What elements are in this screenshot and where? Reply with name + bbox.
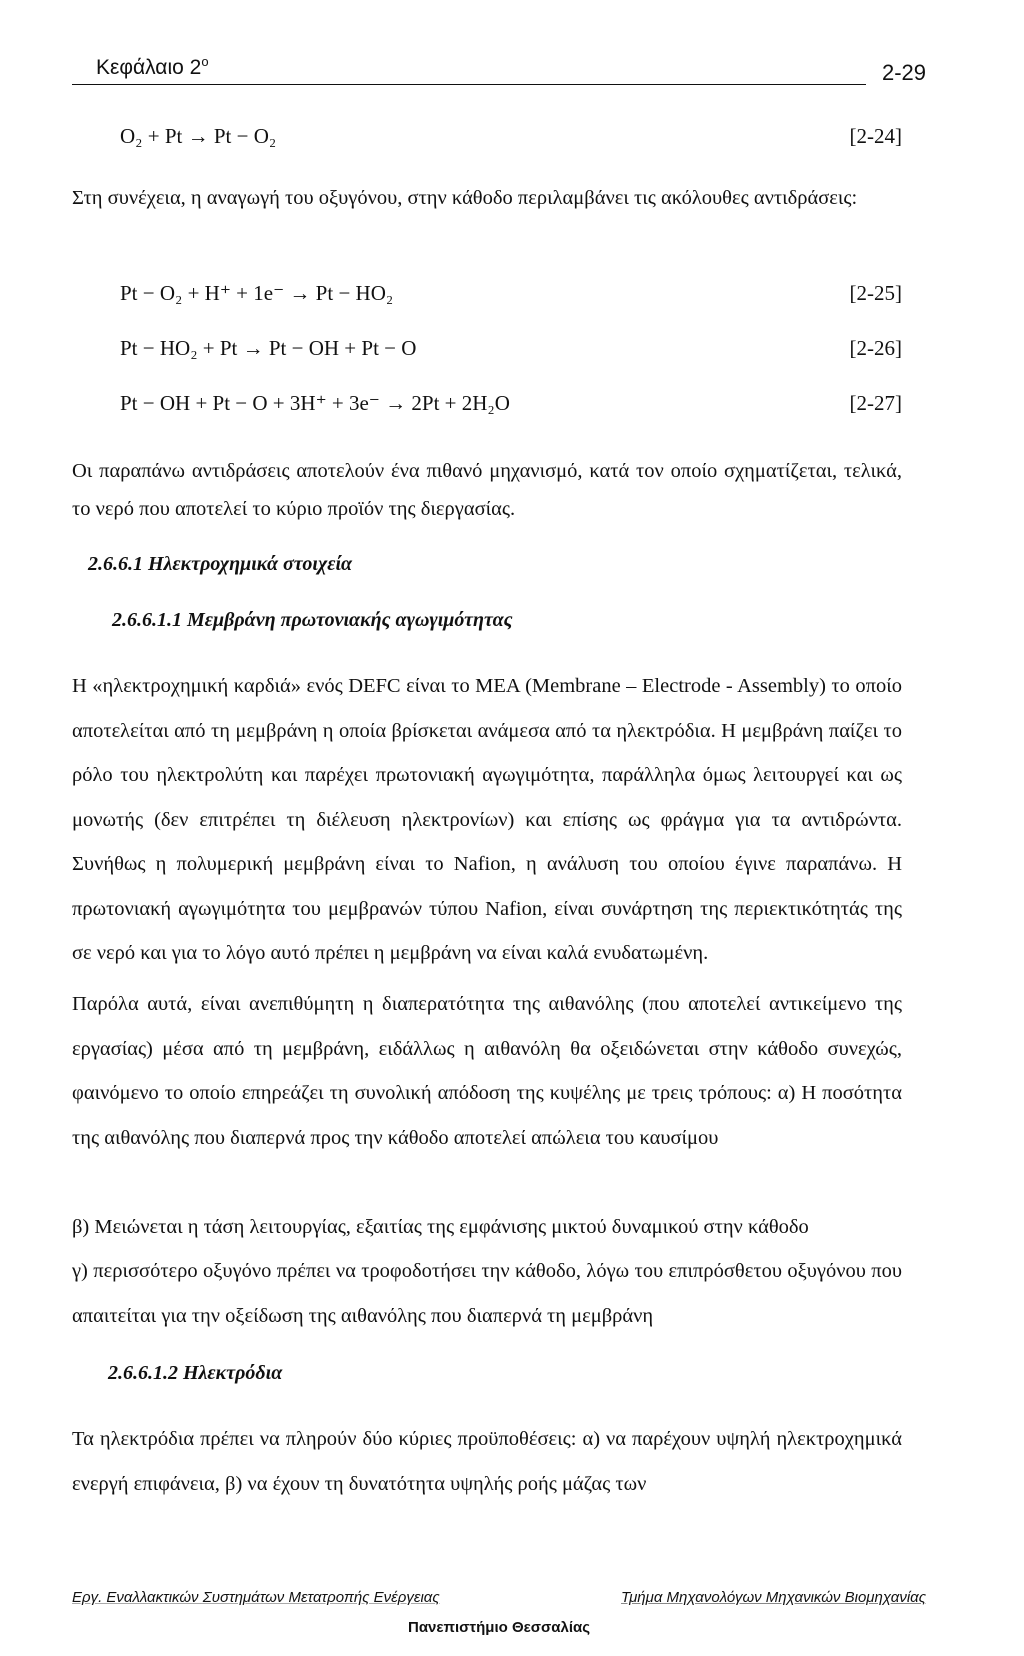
footer-university: Πανεπιστήμιο Θεσσαλίας: [407, 1619, 591, 1636]
paragraph-electrodes: Τα ηλεκτρόδια πρέπει να πληρούν δύο κύριες προϋποθέσεις: α) να παρέχουν υψηλή ηλεκτροχημικά ενεργή επιφάνεια, β) να έχουν τη δυνατότητα υψηλής ροής μάζας των: [72, 1428, 902, 1495]
equation-expression: Pt − HO₂ + Pt → Pt − OH + Pt − O: [120, 336, 417, 360]
equation-number: [2-25]: [849, 281, 902, 305]
equation-number: [2-26]: [849, 336, 902, 360]
paragraph-intro: Στη συνέχεια, η αναγωγή του οξυγόνου, στην κάθοδο περιλαμβάνει τις ακόλουθες αντιδράσεις:: [72, 187, 858, 209]
paragraph-permeability: Παρόλα αυτά, είναι ανεπιθύμητη η διαπερατότητα της αιθανόλης (που αποτελεί αντικείμενο της εργασίας) μέσα από τη μεμβράνη, ειδάλλως η αιθανόλη θα οξειδώνεται στην κάθοδο συνεχώς, φαινόμενο το οποίο επηρεάζει τη συνολική απόδοση της κυψέλης με τρεις τρόπους: α) Η ποσότητα της αιθανόλης που διαπερνά προς την κάθοδο αποτελεί απώλεια του καυσίμου: [72, 993, 902, 1149]
equation-expression: Pt − O₂ + H⁺ + 1e⁻ → Pt − HO₂: [120, 281, 394, 305]
equation-expression: Pt − OH + Pt − O + 3H⁺ + 3e⁻ → 2Pt + 2H₂O: [120, 391, 510, 415]
equation-number: [2-27]: [849, 391, 902, 415]
footer-department: Τμήμα Μηχανολόγων Μηχανικών Βιομηχανίας: [621, 1589, 926, 1606]
section-heading-electrochemical-elements: 2.6.6.1 Ηλεκτροχημικά στοιχεία: [88, 553, 353, 575]
paragraph-point-b: β) Μειώνεται η τάση λειτουργίας, εξαιτίας της εμφάνισης μικτού δυναμικού στην κάθοδο: [72, 1216, 809, 1238]
page-number: 2-29: [881, 60, 926, 85]
equation-expression: O₂ + Pt → Pt − O₂: [120, 124, 277, 148]
paragraph-mechanism: Οι παραπάνω αντιδράσεις αποτελούν ένα πιθανό μηχανισμό, κατά τον οποίο σχηματίζεται, τελικά, το νερό που αποτελεί το κύριο προϊόν της διεργασίας.: [72, 460, 902, 520]
page-header: [72, 50, 926, 86]
equation-number: [2-24]: [849, 124, 902, 148]
header-rule: [72, 84, 866, 85]
footer-lab-name: Εργ. Εναλλακτικών Συστημάτων Μετατροπής Ενέργειας: [72, 1589, 440, 1606]
section-heading-membrane: 2.6.6.1.1 Μεμβράνη πρωτονιακής αγωγιμότητας: [112, 609, 513, 631]
paragraph-membrane: Η «ηλεκτροχημική καρδιά» ενός DEFC είναι το MEA (Membrane – Electrode - Assembly) το οποίο αποτελείται από τη μεμβράνη η οποία βρίσκεται ανάμεσα από τα ηλεκτρόδια. Η μεμβράνη παίζει το ρόλο του ηλεκτρολύτη και παρέχει πρωτονιακή αγωγιμότητα, παράλληλα όμως λειτουργεί και ως μονωτής (δεν επιτρέπει τη διέλευση ηλεκτρονίων) και επίσης ως φράγμα για τα αντιδρώντα. Συνήθως η πολυμερική μεμβράνη είναι το Nafion, η ανάλυση του οποίου έγινε παραπάνω. Η πρωτονιακή αγωγιμότητα του μεμβρανών τύπου Nafion, είναι συνάρτηση της περιεκτικότητάς της σε νερό και για το λόγο αυτό πρέπει η μεμβράνη να είναι καλά ενυδατωμένη.: [72, 675, 902, 964]
chapter-label: Κεφάλαιο $2^o$: [96, 54, 209, 79]
section-heading-electrodes: 2.6.6.1.2 Ηλεκτρόδια: [108, 1362, 283, 1384]
paragraph-point-c: γ) περισσότερο οξυγόνο πρέπει να τροφοδοτήσει την κάθοδο, λόγω του επιπρόσθετου οξυγόνου που απαιτείται για την οξείδωση της αιθανόλης που διαπερνά τη μεμβράνη: [72, 1260, 902, 1327]
